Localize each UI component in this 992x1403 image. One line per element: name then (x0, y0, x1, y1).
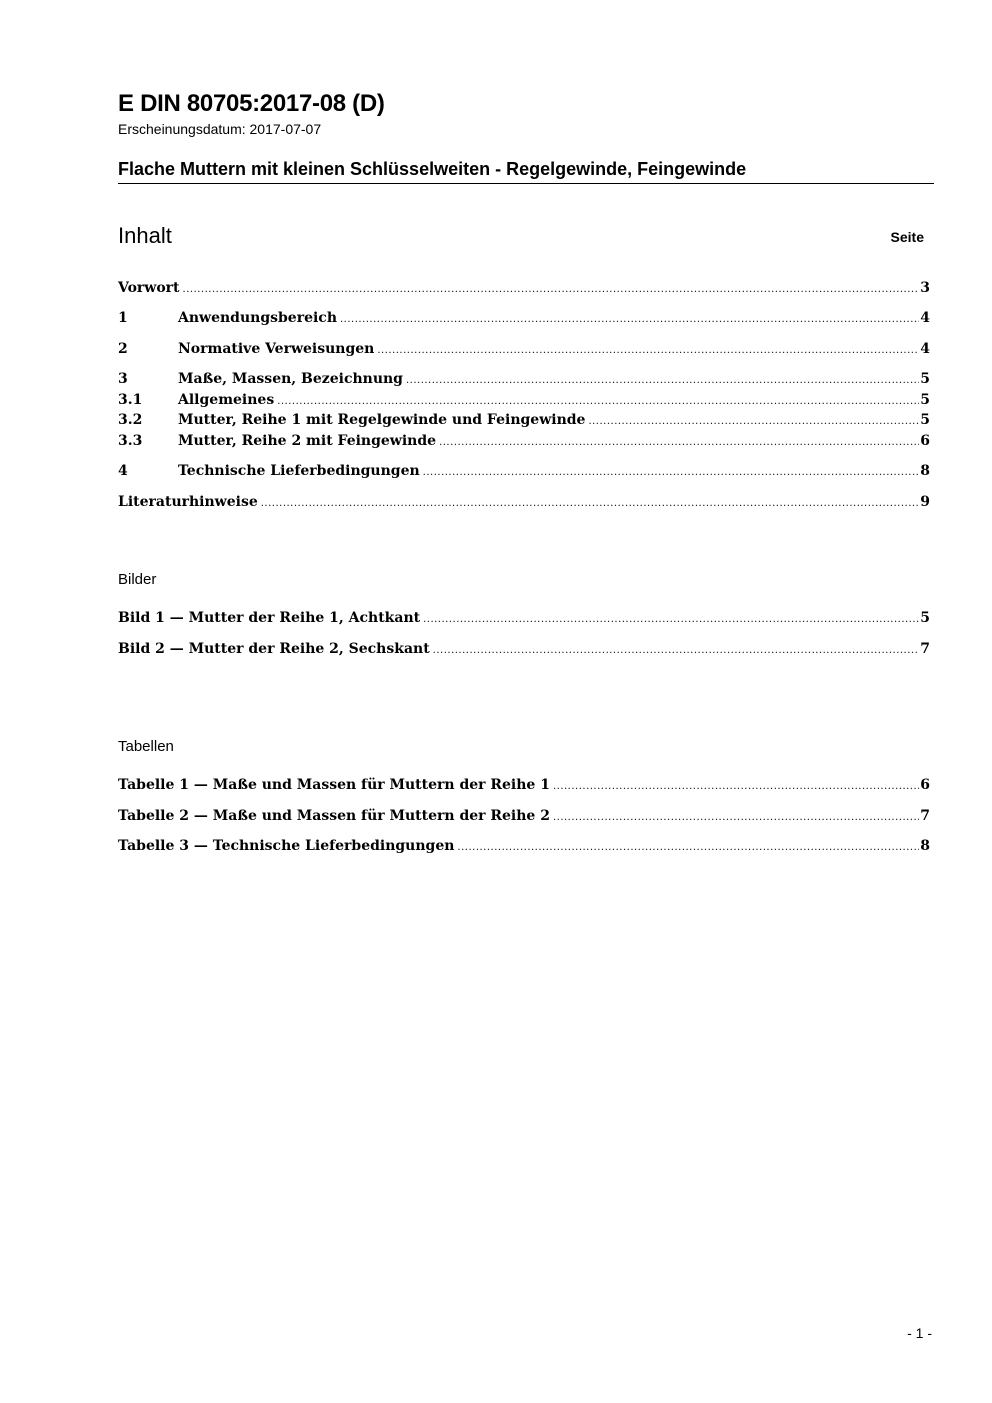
toc-entry-2[interactable] (118, 341, 930, 361)
toc-entry-label: Mutter, Reihe 2 mit Feingewinde (178, 433, 437, 449)
table-entry-label: Tabelle 1 — Maße und Massen für Muttern der Reihe 1 (118, 777, 550, 793)
tables-heading: Tabellen (118, 738, 174, 755)
toc-entry-label: Allgemeines (178, 392, 275, 408)
toc-dot-leader (423, 467, 920, 478)
toc-entry-page: 5 (920, 371, 930, 387)
toc-entry-label: Vorwort (118, 280, 180, 296)
toc-dot-leader (553, 812, 919, 823)
toc-entry-vorwort[interactable] (118, 280, 930, 300)
toc-entry-label: Normative Verweisungen (178, 341, 375, 357)
table-entry-page: 8 (920, 838, 930, 854)
toc-dot-leader (183, 284, 920, 295)
toc-dot-leader (553, 781, 919, 792)
document-id: E DIN 80705:2017-08 (D) (118, 90, 385, 117)
toc-entry-3-3[interactable] (118, 433, 930, 453)
document-title: Flache Muttern mit kleinen Schlüsselweiten - Regelgewinde, Feingewinde (118, 159, 747, 179)
toc-entry-number: 4 (118, 463, 128, 479)
toc-page-column-label: Seite (890, 229, 924, 245)
toc-entry-label: Maße, Massen, Bezeichnung (178, 371, 403, 387)
toc-entry-page: 4 (920, 310, 930, 326)
toc-dot-leader (588, 416, 919, 427)
toc-dot-leader (439, 437, 919, 448)
figure-entry-2[interactable] (118, 641, 930, 661)
toc-entry-4[interactable] (118, 463, 930, 483)
toc-dot-leader (340, 314, 919, 325)
toc-entry-label: Anwendungsbereich (178, 310, 337, 326)
toc-entry-page: 5 (920, 412, 930, 428)
toc-entry-number: 2 (118, 341, 128, 357)
toc-entry-page: 5 (920, 392, 930, 408)
toc-entry-3-1[interactable] (118, 392, 930, 412)
figures-heading: Bilder (118, 571, 157, 588)
table-entry-page: 7 (920, 808, 930, 824)
toc-dot-leader (277, 396, 919, 407)
toc-dot-leader (406, 375, 919, 386)
table-entry-2[interactable] (118, 808, 930, 828)
toc-entry-page: 3 (920, 280, 930, 296)
toc-entry-number: 3.3 (118, 433, 143, 449)
table-entry-1[interactable] (118, 777, 930, 797)
table-entry-label: Tabelle 3 — Technische Lieferbedingungen (118, 838, 455, 854)
toc-dot-leader (457, 842, 919, 853)
toc-entry-number: 3 (118, 371, 128, 387)
toc-entry-label: Literaturhinweise (118, 494, 258, 510)
toc-entry-page: 9 (920, 494, 930, 510)
toc-entry-number: 1 (118, 310, 128, 326)
figure-entry-page: 5 (920, 610, 930, 626)
toc-heading: Inhalt (118, 223, 172, 248)
figure-entry-label: Bild 1 — Mutter der Reihe 1, Achtkant (118, 610, 421, 626)
toc-entry-page: 8 (920, 463, 930, 479)
toc-entry-number: 3.1 (118, 392, 143, 408)
figure-entry-label: Bild 2 — Mutter der Reihe 2, Sechskant (118, 641, 430, 657)
publication-date: Erscheinungsdatum: 2017-07-07 (118, 121, 322, 137)
toc-entry-3[interactable] (118, 371, 930, 391)
title-divider (118, 183, 934, 184)
toc-entry-label: Mutter, Reihe 1 mit Regelgewinde und Feingewinde (178, 412, 586, 428)
toc-entry-literaturhinweise[interactable] (118, 494, 930, 514)
toc-dot-leader (423, 614, 919, 625)
toc-entry-label: Technische Lieferbedingungen (178, 463, 420, 479)
table-entry-label: Tabelle 2 — Maße und Massen für Muttern der Reihe 2 (118, 808, 550, 824)
toc-entry-page: 4 (920, 341, 930, 357)
toc-dot-leader (377, 345, 919, 356)
figure-entry-page: 7 (920, 641, 930, 657)
page-number: - 1 - (907, 1325, 932, 1341)
toc-entry-page: 6 (920, 433, 930, 449)
figure-entry-1[interactable] (118, 610, 930, 630)
toc-dot-leader (433, 645, 920, 656)
table-entry-page: 6 (920, 777, 930, 793)
table-entry-3[interactable] (118, 838, 930, 858)
toc-dot-leader (261, 498, 920, 509)
toc-entry-3-2[interactable] (118, 412, 930, 432)
toc-entry-number: 3.2 (118, 412, 143, 428)
toc-entry-1[interactable] (118, 310, 930, 330)
